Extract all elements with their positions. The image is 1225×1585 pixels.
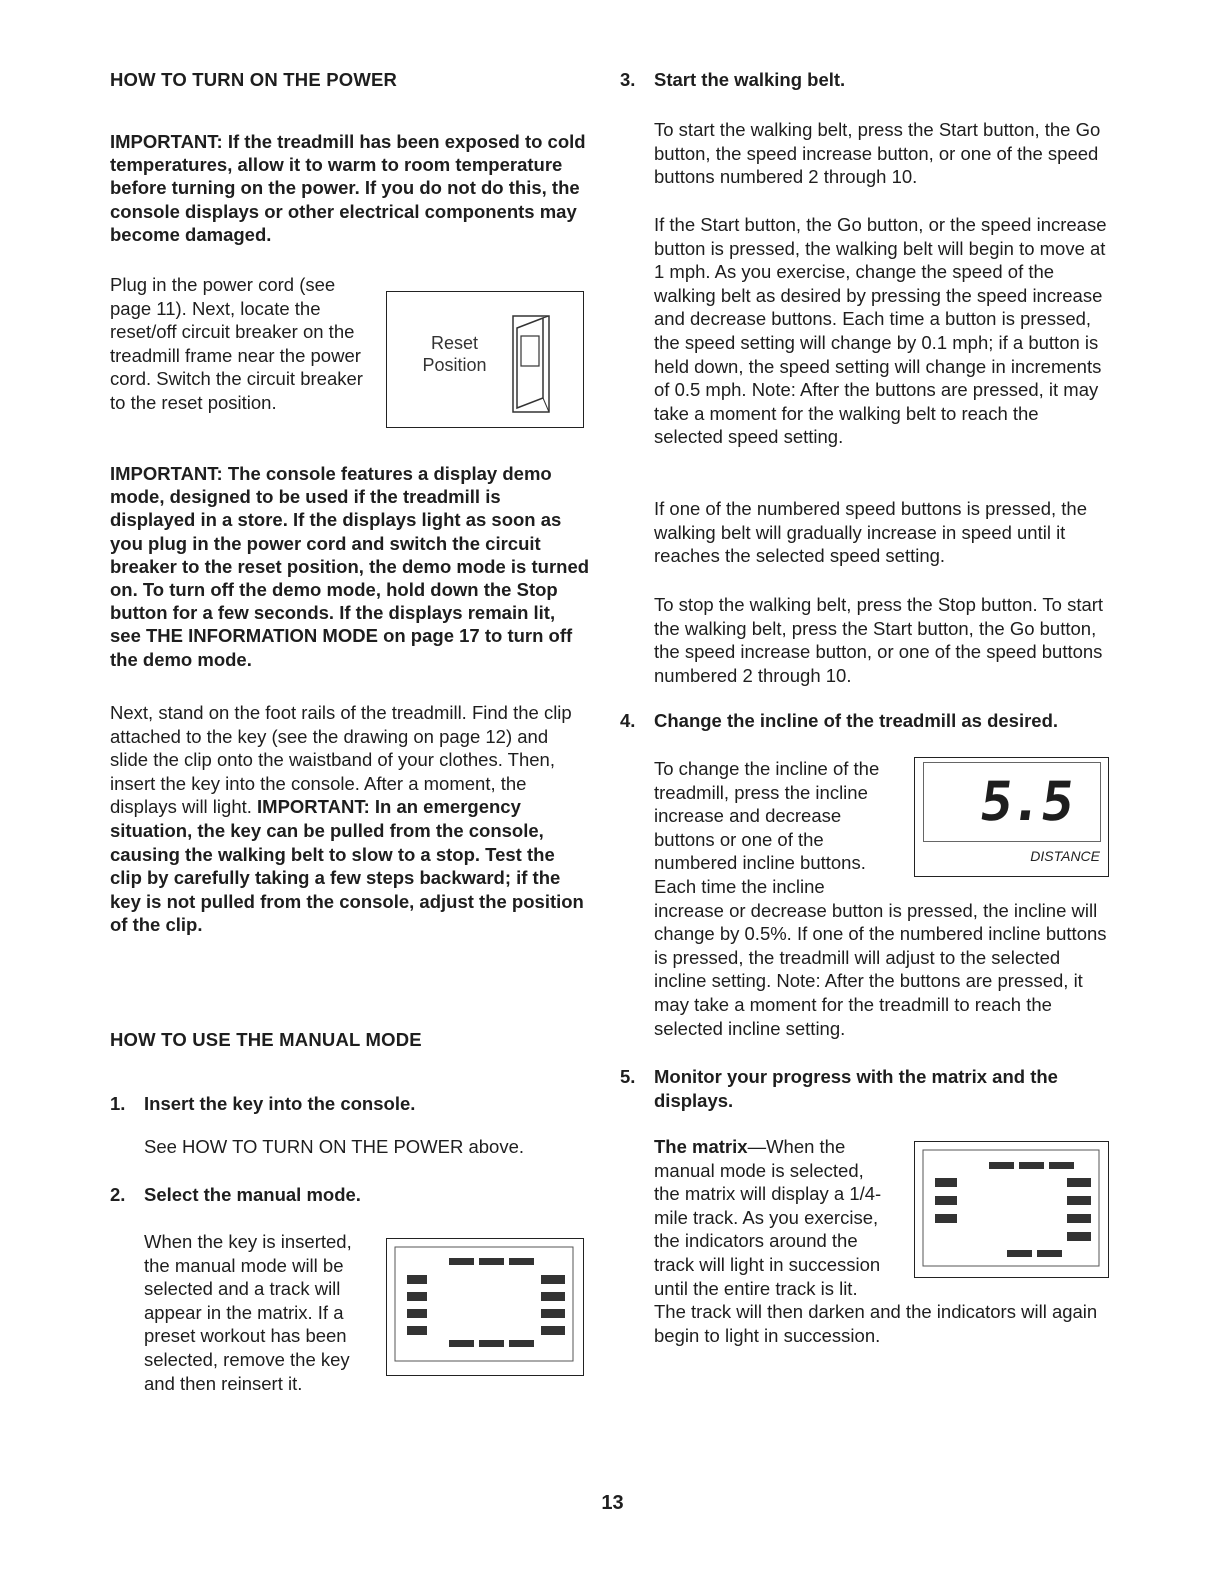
- step-3-numbered-text: If one of the numbered speed buttons is pressed, the walking belt will gradually increase in speed until it reaches the selected speed setting.: [654, 498, 1087, 567]
- next-stand-text: Next, stand on the foot rails of the treadmill. Find the clip attached to the key (see the drawing on page 12) and slide the clip onto the waistband of your clothes. Then, insert the key into the console. After a moment, the displays will light. IMPORTANT: In an emergency situation, the key can be pulled from the console, causing the walking belt to slow to a stop. Test the clip by carefully taking a few steps backward; if the key is not pulled from the console, adjust the position of the clip.: [110, 702, 584, 936]
- emergency-key-warning: IMPORTANT: In an emergency situation, the key can be pulled from the console, causing the walking belt to slow to a stop. Test the clip by carefully taking a few steps backward; if the key is not pulled from the console, adjust the position of the clip.: [110, 796, 584, 936]
- step-5-title: 5. Monitor your progress with the matrix and the displays.: [620, 1066, 1058, 1111]
- step-3-title: 3. Start the walking belt.: [620, 69, 846, 90]
- matrix-track-icon: [387, 1239, 582, 1374]
- matrix-text: The matrix—When the manual mode is selected, the matrix will display a 1/4-mile track. As you exercise, the indicators around the track will light in succession until the entire track is lit. The track will then darken and the indicators will again begin to light in succession.: [654, 1136, 1098, 1346]
- matrix-figure: [914, 1141, 1109, 1278]
- step-2-title: 2. Select the manual mode.: [110, 1184, 361, 1205]
- reset-breaker-figure: [386, 291, 584, 428]
- circuit-breaker-icon: [507, 300, 577, 422]
- matrix-display-icon: [915, 1142, 1107, 1276]
- step-2-text: When the key is inserted, the manual mode will be selected and a track will appear in the matrix. If a preset workout has been selected, remove the key and then reinsert it.: [144, 1231, 352, 1394]
- step-3-start-text: To start the walking belt, press the Start button, the Go button, the speed increase button, or one of the speed buttons numbered 2 through 10.: [654, 119, 1101, 188]
- matrix-lead: The matrix: [654, 1136, 748, 1157]
- step-5-text-wrap: [654, 1135, 1109, 1347]
- reset-label: Reset: [430, 333, 479, 353]
- manual-track-figure: [386, 1238, 584, 1376]
- page-number: 13: [601, 1492, 624, 1514]
- step-4-text: To change the incline of the treadmill, press the incline increase and decrease buttons or one of the numbered incline buttons. Each time the incline increase or decrease button is pressed, the incline will change by 0.5%. If one of the numbered incline buttons is pressed, the treadmill will adjust to the selected incline setting. Note: After the buttons are pressed, it may take a moment for the treadmill to reach the selected incline setting.: [654, 758, 1107, 1039]
- distance-display-figure: [914, 757, 1109, 877]
- important-cold-warning: IMPORTANT: If the treadmill has been exposed to cold temperatures, allow it to warm to room temperature before turning on the power. If you do not do this, the console displays or other electrical components may become damaged.: [110, 131, 586, 245]
- power-heading: HOW TO TURN ON THE POWER: [110, 69, 398, 90]
- step-1-title: 1. Insert the key into the console.: [110, 1093, 416, 1114]
- step-4-text-wrap: [654, 757, 1109, 1040]
- step-3-speed-text: If the Start button, the Go button, or the speed increase button is pressed, the walking belt will begin to move at 1 mph. As you exercise, change the speed of the walking belt as desired by pressing the speed increase and decrease buttons. Each time a button is pressed, the speed setting will change by 0.1 mph; if a button is held down, the speed setting will change in increments of 0.5 mph. Note: After the buttons are pressed, it may take a moment for the walking belt to reach the selected speed setting.: [654, 214, 1107, 448]
- position-label: Position: [422, 355, 487, 375]
- step-3-stop-text: To stop the walking belt, press the Stop button. To start the walking belt, press the Start button, the Go button, the speed increase button, or one of the speed buttons numbered 2 through 10.: [654, 594, 1104, 686]
- distance-value: 5.5: [975, 770, 1077, 833]
- plug-in-text: Plug in the power cord (see page 11). Next, locate the reset/off circuit breaker on the treadmill frame near the power cord. Switch the circuit breaker to the reset position.: [110, 274, 363, 413]
- important-demo-mode: IMPORTANT: The console features a display demo mode, designed to be used if the treadmill is displayed in a store. If the displays light as soon as you plug in the power cord and switch the circuit breaker to the reset position, the demo mode is turned on. To turn off the demo mode, hold down the Stop button for a few seconds. If the displays remain lit, see THE INFORMATION MODE on page 17 to turn off the demo mode.: [110, 463, 590, 670]
- manual-mode-heading: HOW TO USE THE MANUAL MODE: [110, 1029, 422, 1050]
- step-1-text: See HOW TO TURN ON THE POWER above.: [144, 1136, 525, 1157]
- step-4-title: 4. Change the incline of the treadmill as desired.: [620, 710, 1059, 731]
- distance-label: DISTANCE: [1030, 848, 1100, 864]
